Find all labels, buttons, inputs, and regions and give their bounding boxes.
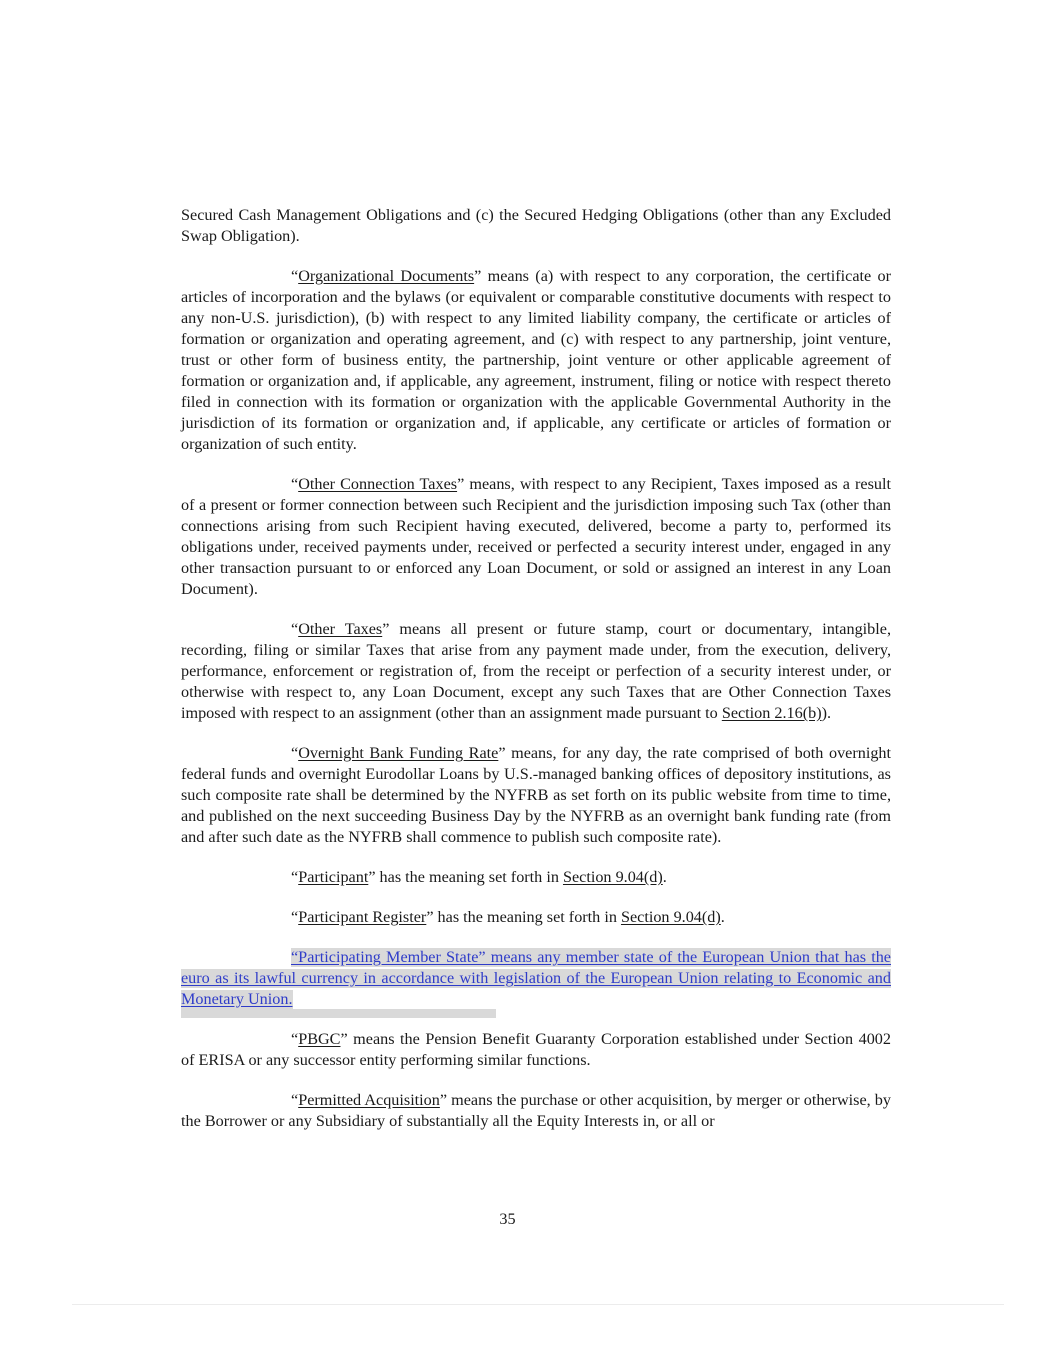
definition-pbgc: “PBGC” means the Pension Benefit Guaranty Corporation established under Section 4002 of ERISA or any successor entity performing similar functions.: [181, 1030, 891, 1069]
defined-term: Permitted Acquisition: [298, 1091, 440, 1109]
definition-overnight-bank-funding-rate: “Overnight Bank Funding Rate” means, for any day, the rate comprised of both overnight federal funds and overnight Eurodollar Loans by U.S.-managed banking offices of depository institutions, as such composite rate shall be determined by the NYFRB as set forth on its public website from time to time, and published on the next succeeding Business Day by the NYFRB as an overnight bank funding rate (from and after such date as the NYFRB shall commence to publish such composite rate).: [181, 744, 892, 846]
definition-other-connection-taxes: “Other Connection Taxes” means, with respect to any Recipient, Taxes imposed as a result of a present or former connection between such Recipient and the jurisdiction imposing such Tax (other than connections arising from such Recipient having executed, delivered, become a party to, performed its obligations under, received payments under, received or perfected a security interest under, engaged in any other transaction pursuant to or enforced any Loan Document, or sold or assigned an interest in any Loan Document).: [181, 475, 891, 598]
definition-participant-register: “Participant Register” has the meaning set forth in Section 9.04(d).: [291, 908, 725, 926]
inserted-text-highlight: “Participating Member State” means any member state of the European Union that has the euro as its lawful currency in accordance with legislation of the European Union relating to Economic and Monetary Union.: [181, 948, 891, 1008]
defined-term: Participant Register: [298, 908, 427, 926]
definition-tail: .: [662, 868, 667, 886]
definition-participating-member-state: [181, 947, 891, 1010]
definition-body: means the purchase or other acquisition, by merger or otherwise, by the Borrower or any Subsidiary of substantially all the Equity Interests in, or all or: [181, 1091, 891, 1130]
definition-permitted-acquisition: “Permitted Acquisition” means the purchase or other acquisition, by merger or otherwise, by the Borrower or any Subsidiary of substantially all the Equity Interests in, or all or: [181, 1091, 891, 1130]
definition-organizational-documents: “Organizational Documents” means (a) with respect to any corporation, the certificate or articles of incorporation and the bylaws (or equivalent or comparable constitutive documents with respect to any non-U.S. jurisdiction), (b) with respect to any limited liability company, the certificate or articles of formation or organization and operating agreement, and (c) with respect to any partnership, joint venture, trust or other form of business entity, the partnership, joint venture or other applicable agreement of formation or organization and, if applicable, any agreement, instrument, filing or notice with respect thereto filed in connection with its formation or organization with the applicable Governmental Authority in the jurisdiction of its formation or organization and, if applicable, any certificate or articles of formation or organization of such entity.: [181, 267, 891, 453]
definition-participant: “Participant” has the meaning set forth in Section 9.04(d).: [291, 868, 667, 886]
page-number: 35: [499, 1210, 516, 1228]
inserted-definition-block: [181, 947, 891, 1018]
document-page: [181, 205, 891, 1151]
definition-body: means, with respect to any Recipient, Taxes imposed as a result of a present or former connection between such Recipient and the jurisdiction imposing such Tax (other than connections arising from such Recipient having executed, delivered, become a party to, performed its obligations under, received payments under, received or perfected a security interest under, engaged in any other transaction pursuant to or enforced any Loan Document, or sold or assigned an interest in any Loan Document).: [181, 475, 891, 598]
definition-body: has the meaning set forth in: [433, 908, 621, 926]
definition-tail: ).: [821, 704, 832, 722]
section-reference: Section 2.16(b): [721, 704, 822, 722]
section-reference: Section 9.04(d): [620, 908, 721, 926]
page-bottom-divider: [72, 1304, 1004, 1305]
highlight-tail: [181, 1009, 496, 1018]
definition-body: means all present or future stamp, court or documentary, intangible, recording, filing or similar Taxes that arise from any payment made under, from the execution, delivery, performance, enforcement or registration of, from the receipt or perfection of a security interest under, or otherwise with respect to, any Loan Document, except any such Taxes that are Other Connection Taxes imposed with respect to an assignment (other than an assignment made pursuant to: [181, 620, 891, 722]
section-reference: Section 9.04(d): [562, 868, 663, 886]
defined-term: Organizational Documents: [298, 267, 475, 285]
definition-other-taxes: “Other Taxes” means all present or future stamp, court or documentary, intangible, recording, filing or similar Taxes that arise from any payment made under, from the execution, delivery, performance, enforcement or registration of, from the receipt or perfection of a security interest under, or otherwise with respect to, any Loan Document, except any such Taxes that are Other Connection Taxes imposed with respect to an assignment (other than an assignment made pursuant to Section 2.16(b)).: [181, 620, 891, 722]
defined-term: Other Taxes: [298, 620, 383, 638]
definition-body: means the Pension Benefit Guaranty Corporation established under Section 4002 of ERISA or any successor entity performing similar functions.: [181, 1030, 891, 1069]
definition-body: has the meaning set forth in: [375, 868, 563, 886]
definition-body: means, for any day, the rate comprised of both overnight federal funds and overnight Eurodollar Loans by U.S.-managed banking offices of depository institutions, as such composite rate shall be determined by the NYFRB as set forth on its public website from time to time, and published on the next succeeding Business Day by the NYFRB as an overnight bank funding rate (from and after such date as the NYFRB shall commence to publish such composite rate).: [181, 744, 892, 846]
defined-term: PBGC: [298, 1030, 341, 1048]
definition-tail: .: [720, 908, 725, 926]
continuation-paragraph: Secured Cash Management Obligations and (c) the Secured Hedging Obligations (other than any Excluded Swap Obligation).: [181, 206, 891, 245]
defined-term: Participant: [298, 868, 369, 886]
defined-term: Other Connection Taxes: [298, 475, 458, 493]
definition-body: means (a) with respect to any corporation, the certificate or articles of incorporation and the bylaws (or equivalent or comparable constitutive documents with respect to any non-U.S. jurisdiction), (b) with respect to any limited liability company, the certificate or articles of formation or organization and operating agreement, and (c) with respect to any partnership, joint venture, trust or other form of business entity, the partnership, joint venture or other applicable agreement of formation or organization and, if applicable, any agreement, instrument, filing or notice with respect thereto filed in connection with its formation or organization with the applicable Governmental Authority in the jurisdiction of its formation or organization and, if applicable, any certificate or articles of formation or organization of such entity.: [181, 267, 891, 453]
defined-term: Overnight Bank Funding Rate: [298, 744, 499, 762]
